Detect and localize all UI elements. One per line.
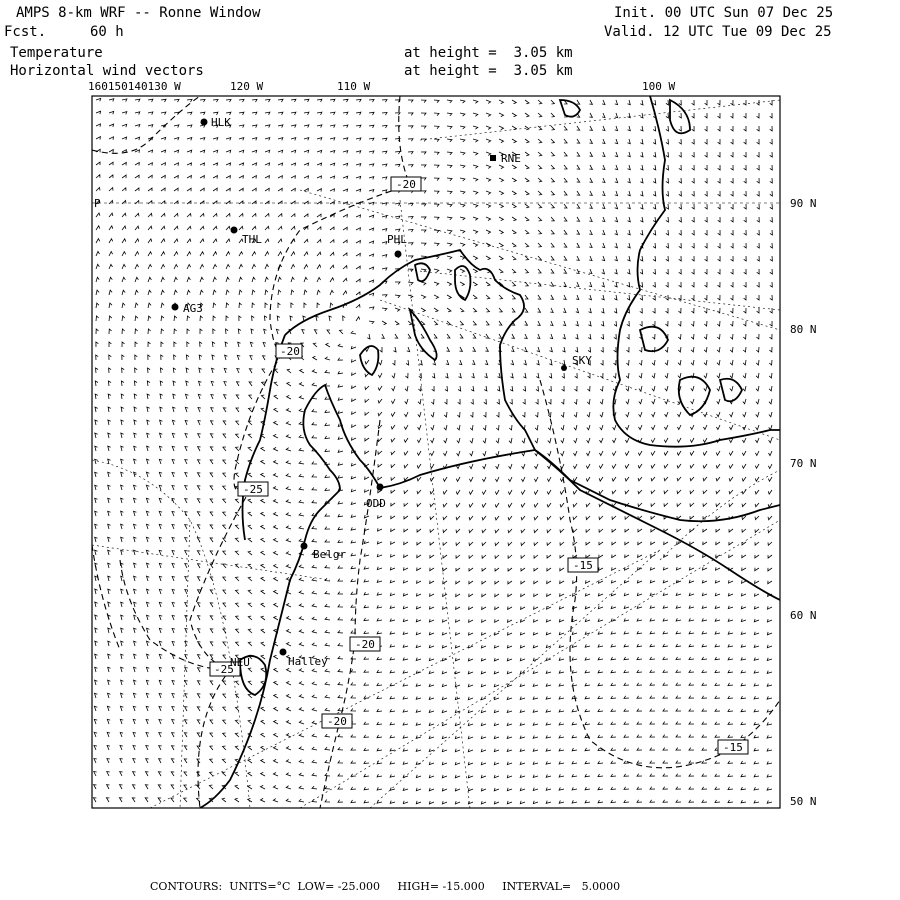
svg-text:-20: -20 bbox=[396, 178, 416, 191]
svg-text:PHL: PHL bbox=[387, 233, 407, 246]
lon-label: 100 W bbox=[642, 80, 676, 93]
contour-label bbox=[718, 740, 748, 754]
station-ag3 bbox=[172, 302, 203, 315]
svg-text:AG3: AG3 bbox=[183, 302, 203, 315]
station-thl bbox=[231, 227, 263, 247]
station-rne bbox=[490, 152, 521, 165]
variable-temperature: Temperature bbox=[10, 45, 103, 61]
contour-label bbox=[391, 177, 421, 191]
footer-high: HIGH= -15.000 bbox=[397, 880, 485, 893]
lat-label: 80 N bbox=[790, 323, 817, 336]
station-hlk bbox=[201, 116, 232, 129]
station-markers bbox=[172, 116, 593, 669]
svg-text:THL: THL bbox=[242, 233, 262, 246]
valid-time: Valid. 12 UTC Tue 09 Dec 25 bbox=[604, 24, 832, 40]
svg-text:-20: -20 bbox=[280, 345, 300, 358]
height-temperature: at height = 3.05 km bbox=[404, 45, 573, 61]
pole-marker-label: P bbox=[94, 197, 101, 210]
station-sky bbox=[561, 354, 592, 371]
contour-label bbox=[276, 344, 302, 358]
svg-text:RNE: RNE bbox=[501, 152, 521, 165]
map-title: AMPS 8-km WRF -- Ronne Window bbox=[16, 5, 261, 21]
lat-label: 60 N bbox=[790, 609, 817, 622]
lat-label: 50 N bbox=[790, 795, 817, 808]
svg-text:HLK: HLK bbox=[211, 116, 231, 129]
lon-label: 160150140130 W bbox=[88, 80, 181, 93]
station-neu bbox=[230, 656, 250, 669]
station-odd bbox=[366, 484, 386, 511]
svg-text:SKY: SKY bbox=[572, 354, 592, 367]
station-belgr bbox=[301, 543, 347, 562]
svg-text:ODD: ODD bbox=[366, 497, 386, 510]
footer-units: UNITS=°C bbox=[229, 880, 291, 893]
contour-label bbox=[322, 714, 352, 728]
longitude-labels bbox=[88, 80, 675, 93]
contour-label bbox=[568, 558, 598, 572]
station-phl bbox=[387, 233, 407, 258]
forecast-label: Fcst. bbox=[4, 24, 47, 40]
lat-label: 90 N bbox=[790, 197, 817, 210]
contour-info bbox=[150, 880, 620, 893]
svg-text:-20: -20 bbox=[355, 638, 375, 651]
svg-text:NEU: NEU bbox=[230, 656, 250, 669]
svg-text:Halley: Halley bbox=[288, 655, 328, 668]
contour-label bbox=[350, 637, 380, 651]
svg-text:-25: -25 bbox=[243, 483, 263, 496]
footer-contours: CONTOURS: bbox=[150, 880, 223, 893]
graticule bbox=[92, 100, 780, 808]
footer-low: LOW= -25.000 bbox=[297, 880, 381, 893]
contour-label bbox=[238, 482, 268, 496]
height-wind: at height = 3.05 km bbox=[404, 63, 573, 79]
wind-vector-field bbox=[93, 98, 772, 804]
svg-text:-15: -15 bbox=[723, 741, 743, 754]
latitude-labels bbox=[790, 197, 817, 808]
lon-label: 120 W bbox=[230, 80, 264, 93]
wind-barbs bbox=[93, 98, 772, 804]
svg-text:-15: -15 bbox=[573, 559, 593, 572]
svg-text:-25: -25 bbox=[214, 663, 234, 676]
lon-label: 110 W bbox=[337, 80, 371, 93]
footer-interval: INTERVAL= 5.0000 bbox=[502, 880, 621, 893]
lat-label: 70 N bbox=[790, 457, 817, 470]
station-halley bbox=[280, 649, 329, 669]
forecast-hours: 60 h bbox=[90, 24, 124, 40]
svg-text:-20: -20 bbox=[327, 715, 347, 728]
svg-text:Belgr: Belgr bbox=[313, 548, 347, 561]
variable-wind: Horizontal wind vectors bbox=[10, 63, 204, 79]
init-time: Init. 00 UTC Sun 07 Dec 25 bbox=[614, 5, 834, 21]
